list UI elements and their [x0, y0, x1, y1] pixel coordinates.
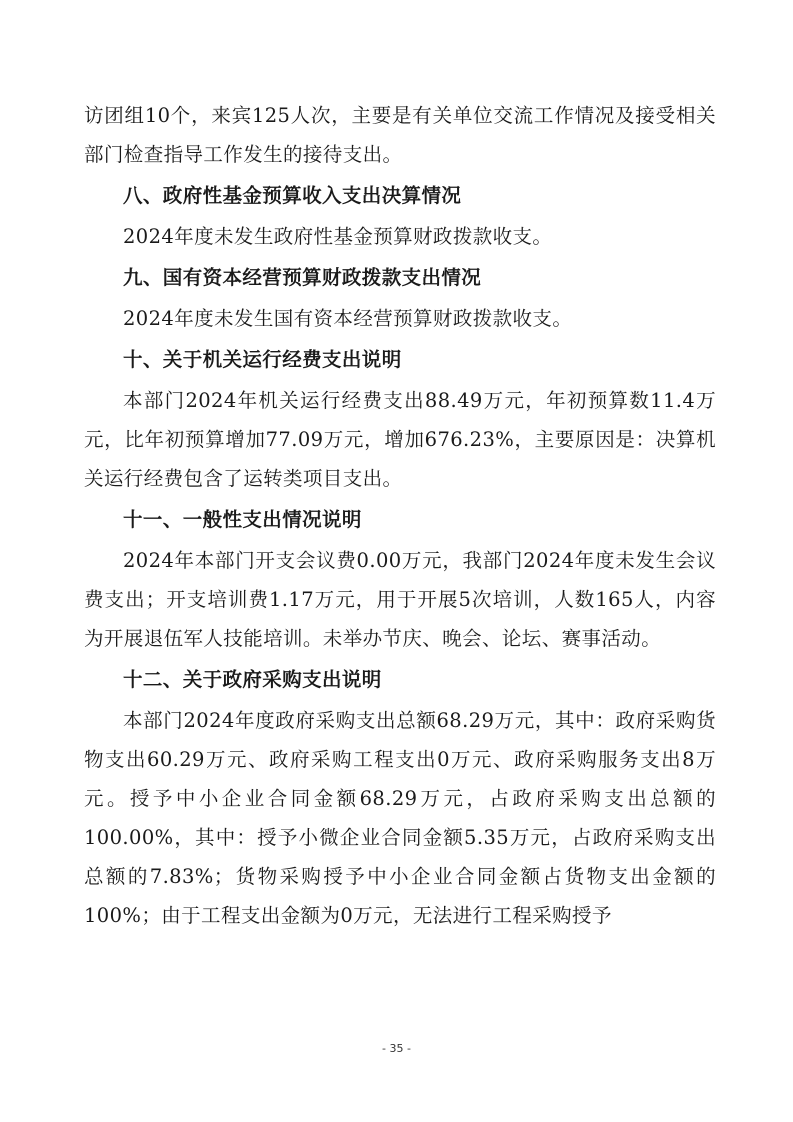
paragraph-procurement: 本部门2024年度政府采购支出总额68.29万元，其中：政府采购货物支出60.29万元、政府采购工程支出0万元、政府采购服务支出8万元。授予中小企业合同金额68.29万元，占政府采购支出总额的100.00%，其中：授予小微企业合同金额5.35万元，占政府采购支出总额的7.83%；货物采购授予中小企业合同金额占货物支出金额的100%；由于工程支出金额为0万元，无法进行工程采购授予 — [84, 709, 716, 927]
document-body — [84, 96, 716, 935]
heading-section-8: 八、政府性基金预算收入支出决算情况 — [123, 184, 462, 207]
heading-section-10: 十、关于机关运行经费支出说明 — [123, 348, 402, 371]
heading-section-12: 十二、关于政府采购支出说明 — [123, 668, 382, 691]
paragraph-state-capital: 2024年度未发生国有资本经营预算财政拨款收支。 — [123, 307, 573, 330]
paragraph-operating-expenses: 本部门2024年机关运行经费支出88.49万元，年初预算数11.4万元，比年初预算增加77.09万元，增加676.23%，主要原因是：决算机关运行经费包含了运转类项目支出。 — [84, 389, 716, 490]
page-number: - 35 - — [382, 1042, 411, 1055]
heading-section-11: 十一、一般性支出情况说明 — [123, 508, 362, 531]
heading-section-9: 九、国有资本经营预算财政拨款支出情况 — [123, 266, 482, 289]
paragraph-government-fund: 2024年度未发生政府性基金预算财政拨款收支。 — [123, 225, 553, 248]
paragraph-reception-continued: 访团组10个，来宾125人次，主要是有关单位交流工作情况及接受相关部门检查指导工作发生的接待支出。 — [84, 104, 716, 166]
paragraph-general-expenses: 2024年本部门开支会议费0.00万元，我部门2024年度未发生会议费支出；开支培训费1.17万元，用于开展5次培训，人数165人，内容为开展退伍军人技能培训。未举办节庆、晚会、论坛、赛事活动。 — [84, 549, 716, 650]
